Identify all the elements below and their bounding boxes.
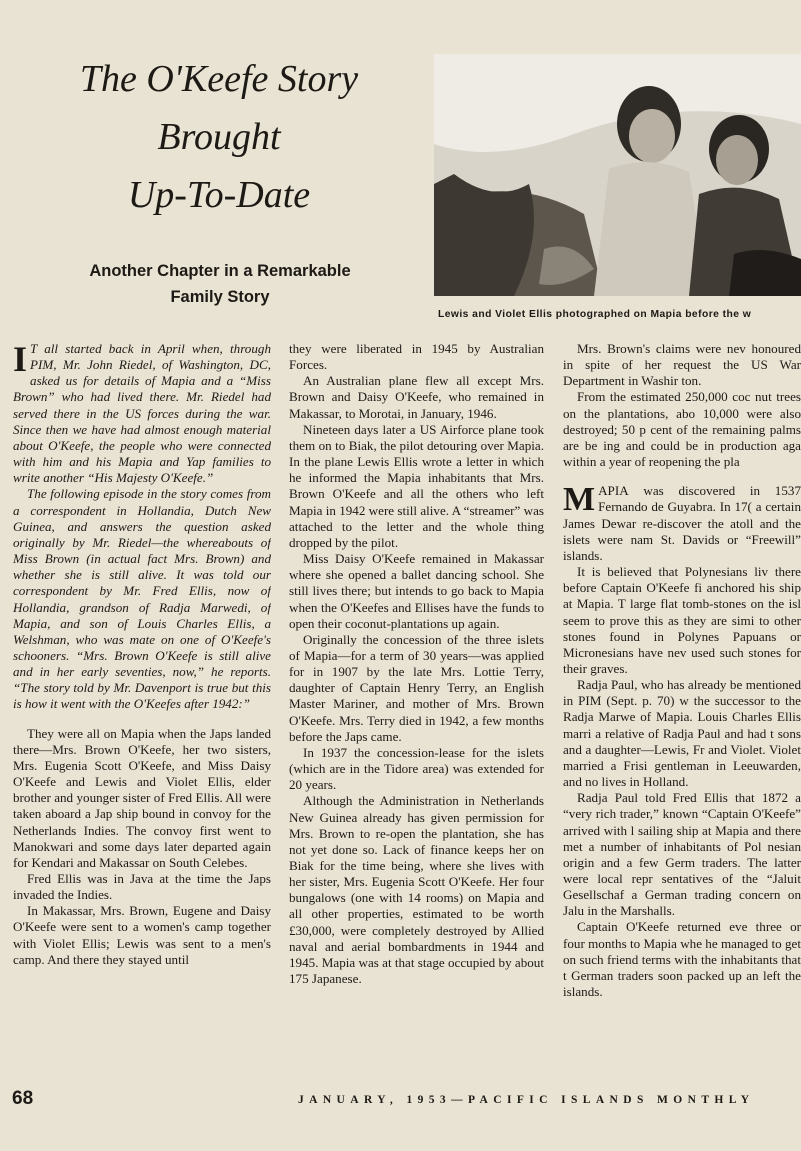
body-paragraph: From the estimated 250,000 coc nut trees on the plantations, abo 10,000 were also destroyed; 50 p cent of the remaining palms are be ing and could be in production aga within a year of reopening the pla bbox=[563, 389, 801, 470]
section-text: was discovered in 1537 Fernando de Guyabra. In 17( a certain James Dewar re-discover the atoll and the islets were nam St. Davids or “Freewill” islands. bbox=[563, 483, 801, 563]
intro-block bbox=[13, 341, 271, 713]
body-paragraph: They were all on Mapia when the Japs landed there—Mrs. Brown O'Keefe, her two sisters, Mrs. Eugenia Scott O'Keefe, and Miss Daisy O'Keefe and Lewis and Violet Ellis, elder brother and younger sister of Fred Ellis. All were taken aboard a Jap ship bound in convoy for the Netherlands Indies. The convoy first went to Manokwari and some days later departed again for Kendari and Makassar on South Celebes. bbox=[13, 725, 271, 870]
title-line: The O'Keefe Story bbox=[79, 58, 359, 100]
section-paragraph bbox=[563, 483, 801, 564]
subtitle-line: Family Story bbox=[170, 288, 270, 306]
body-paragraph: In 1937 the concession-lease for the islets (which are in the Tidore area) was extended for 20 years. bbox=[289, 744, 544, 793]
body-paragraph: Although the Administration in Netherlands New Guinea already has given permission for Mrs. Brown to re-open the plantation, she has not yet done so. Lack of finance keeps her on Biak for the time being, where she lives with her sister, Mrs. Eugenia Scott O'Keefe. Her four bungalows (one with 14 rooms) on Mapia and all other properties, estimated to be worth £30,000, were completely destroyed by Allied naval and aerial bombardments in 1944 and 1945. Mapia was at that stage occupied by about 175 Japanese. bbox=[289, 793, 544, 987]
body-paragraph: Originally the concession of the three islets of Mapia—for a term of 30 years—was applied for in 1907 by the late Mrs. Lottie Terry, daughter of Captain Henry Terry, an English Master Mariner, and mother of Mrs. Brown O'Keefe. Mrs. Terry died in 1942, a few months before the Japs came. bbox=[289, 631, 544, 744]
body-paragraph: An Australian plane flew all except Mrs. Brown and Daisy O'Keefe, who remained in Makassar, to Morotai, in January, 1946. bbox=[289, 373, 544, 421]
title-line: Up-To-Date bbox=[127, 174, 311, 216]
drop-cap: I bbox=[13, 341, 28, 379]
page-number: 68 bbox=[12, 1088, 34, 1109]
subtitle-line: Another Chapter in a Remarkable bbox=[89, 262, 351, 280]
intro-paragraph: The following episode in the story comes from a correspondent in Hollandia, Dutch New Guinea, and answers the question asked originally by Mr. Riedel—the whereabouts of Miss Brown (in actual fact Mrs. Brown) and whether she is still alive. It was told our correspondent by Mr. Fred Ellis, now of Hollandia, grandson of Radja Marwedi, of Mapia, and son of Louis Charles Ellis, a Welshman, who was mate on one of O'Keefe's schooners. “Mrs. Brown O'Keefe is still alive and in her early seventies, now,” he reports. “The story told by Mr. Davenport is true but this is how it went with the O'Keefes after 1942:” bbox=[13, 486, 271, 712]
body-paragraph: It is believed that Polynesians liv there before Captain O'Keefe fi anchored his ship at Mapia. T large flat tomb-stones on the isl seem to prove this as they are simi to other stones found in Polynes Papuans or Micronesians have nev used such stones for their graves. bbox=[563, 564, 801, 676]
intro-text: T all started back in April when, through PIM, Mr. John Riedel, of Washington, DC, asked us for details of Mapia and a “Miss Brown” who had lived there. Mr. Riedel had served there in the US forces during the war. Since then we have had almost enough material about O'Keefe, the people who were connected with him and his Mapia and Yap families to write another “His Majesty O'Keefe.” bbox=[13, 341, 271, 486]
drop-cap: M bbox=[563, 481, 596, 519]
body-paragraph: Radja Paul, who has already be mentioned in PIM (Sept. p. 70) w the successor to the Radja Marwe of Mapia. Louis Charles Ellis marri a relative of Radja Paul and had t sons and a daughter—Lewis, Fr and Violet. Violet married a Frisi gentleman in Leeuwarden, and no lives in Holland. bbox=[563, 677, 801, 790]
photo-caption: Lewis and Violet Ellis photographed on Mapia before the w bbox=[438, 309, 752, 320]
ellis-photograph bbox=[434, 54, 801, 296]
body-paragraph: Mrs. Brown's claims were nev honoured in spite of her request the US War Department in Washir ton. bbox=[563, 341, 801, 389]
section-first-word: APIA bbox=[598, 483, 629, 499]
body-paragraph: Nineteen days later a US Airforce plane took them on to Biak, the pilot detouring over Mapia. In the plane Lewis Ellis wrote a letter in which he informed the Mapia inhabitants that Mrs. Brown O'Keefe and all the others who left Mapia in 1942 were still alive. A “streamer” was attached to the letter and the whole thing dropped by the pilot. bbox=[289, 421, 544, 550]
body-paragraph: Fred Ellis was in Java at the time the Japs invaded the Indies. bbox=[13, 871, 271, 903]
article-subtitle bbox=[40, 258, 400, 310]
photo-image bbox=[434, 54, 801, 296]
body-paragraph: they were liberated in 1945 by Australian Forces. bbox=[289, 341, 544, 373]
body-paragraph: Miss Daisy O'Keefe remained in Makassar where she opened a ballet dancing school. She still lives there; but intends to go back to Mapia when the O'Keefes and Ellises have the funds to open their coconut-plantations up again. bbox=[289, 551, 544, 631]
body-paragraph: In Makassar, Mrs. Brown, Eugene and Daisy O'Keefe were sent to a women's camp together with Violet Ellis; Lewis was sent to a men's camp. And there they stayed until bbox=[13, 903, 271, 967]
body-paragraph: Radja Paul told Fred Ellis that 1872 a “very rich trader,” known “Captain O'Keefe” arrived with l sailing ship at Mapia and there met a number of inhabitants of Pol nesian origin and a few Germ traders. The latter were local repr sentatives of the “Jaluit Gesellschaf a German trading concern on Jalu in the Marshalls. bbox=[563, 790, 801, 919]
running-footer: JANUARY, 1953—PACIFIC ISLANDS MONTHLY bbox=[298, 1094, 755, 1106]
article-column-3 bbox=[563, 341, 801, 1076]
body-paragraph: Captain O'Keefe returned eve three or four months to Mapia whe he managed to get on such friend terms with the inhabitants that t German traders soon packed up an left the islands. bbox=[563, 919, 801, 1000]
intro-paragraph bbox=[13, 341, 271, 486]
article-column-2 bbox=[289, 341, 544, 1076]
article-column-1 bbox=[13, 341, 271, 1076]
article-title bbox=[14, 50, 424, 224]
title-line: Brought bbox=[157, 116, 281, 158]
